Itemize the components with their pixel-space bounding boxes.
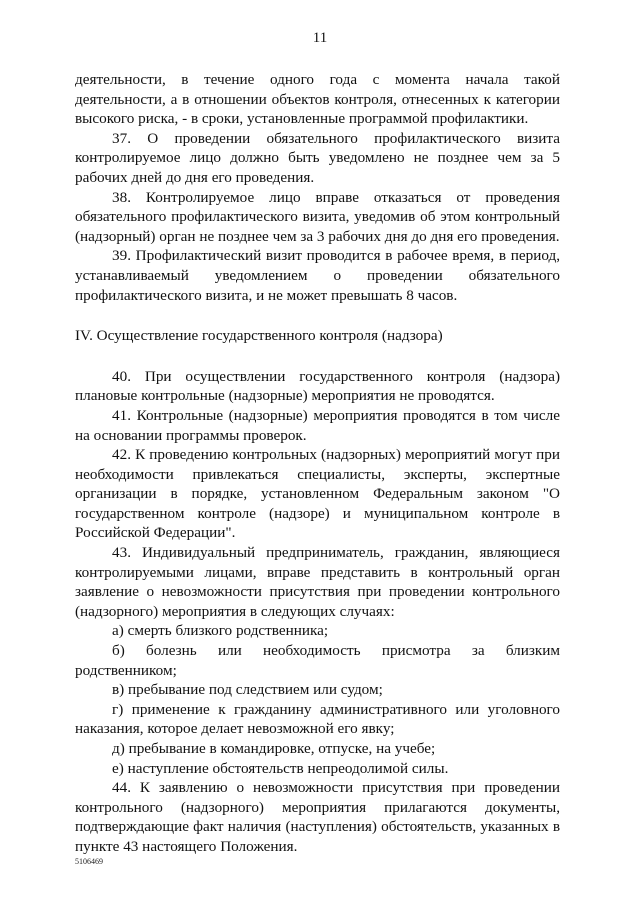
list-item-a: а) смерть близкого родственника; — [112, 622, 329, 640]
section-heading: IV. Осуществление государственного контроля (надзора) — [75, 327, 443, 345]
paragraph-41: 41. Контрольные (надзорные) мероприятия проводятся в том числе на основании программы проверок. — [75, 406, 560, 444]
list-item-d: г) применение к гражданину административного или уголовного наказания, которое делает невозможной его явку; — [75, 700, 560, 738]
paragraph-38: 38. Контролируемое лицо вправе отказаться от проведения обязательного профилактического визита, уведомив об этом контрольный (надзорный) орган не позднее чем за 3 рабочих дня до дня его проведения. — [75, 188, 560, 245]
paragraph-43: 43. Индивидуальный предприниматель, гражданин, являющиеся контролируемыми лицами, вправе представить в контрольный орган заявление о невозможности присутствия при проведении контрольного (надзорного) мероприятия в следующих случаях: — [75, 544, 560, 620]
list-item-f: е) наступление обстоятельств непреодолимой силы. — [112, 759, 449, 777]
document-body — [75, 70, 560, 857]
list-item-b: б) болезнь или необходимость присмотра за близким родственником; — [75, 642, 560, 679]
paragraph-39: 39. Профилактический визит проводится в рабочее время, в период, устанавливаемый уведомлением о проведении обязательного профилактического визита, и не может превышать 8 часов. — [75, 247, 560, 304]
paragraph-42: 42. К проведению контрольных (надзорных) мероприятий могут при необходимости привлекаться специалисты, эксперты, экспертные организации в порядке, установленном Федеральным законом "О государственном контроле (надзоре) и муниципальном контроле в Российской Федерации". — [75, 446, 560, 542]
paragraph-37: 37. О проведении обязательного профилактического визита контролируемое лицо должно быть уведомлено не позднее чем за 5 рабочих дней до дня его проведения. — [75, 129, 560, 186]
paragraph-continuation: деятельности, в течение одного года с момента начала такой деятельности, а в отношении объектов контроля, отнесенных к категории высокого риска, - в сроки, установленные программой профилактики. — [75, 71, 560, 128]
list-item-c: в) пребывание под следствием или судом; — [112, 681, 383, 699]
list-item-e: д) пребывание в командировке, отпуске, на учебе; — [112, 740, 436, 757]
paragraph-40: 40. При осуществлении государственного контроля (надзора) плановые контрольные (надзорные) мероприятия не проводятся. — [75, 367, 560, 405]
document-code: 5106469 — [75, 857, 103, 866]
paragraph-44: 44. К заявлению о невозможности присутствия при проведении контрольного (надзорного) мероприятия прилагаются документы, подтверждающие факт наличия (наступления) обстоятельств, указанных в пункте 43 настоящего Положения. — [75, 779, 560, 855]
page-number: 11 — [312, 30, 328, 46]
